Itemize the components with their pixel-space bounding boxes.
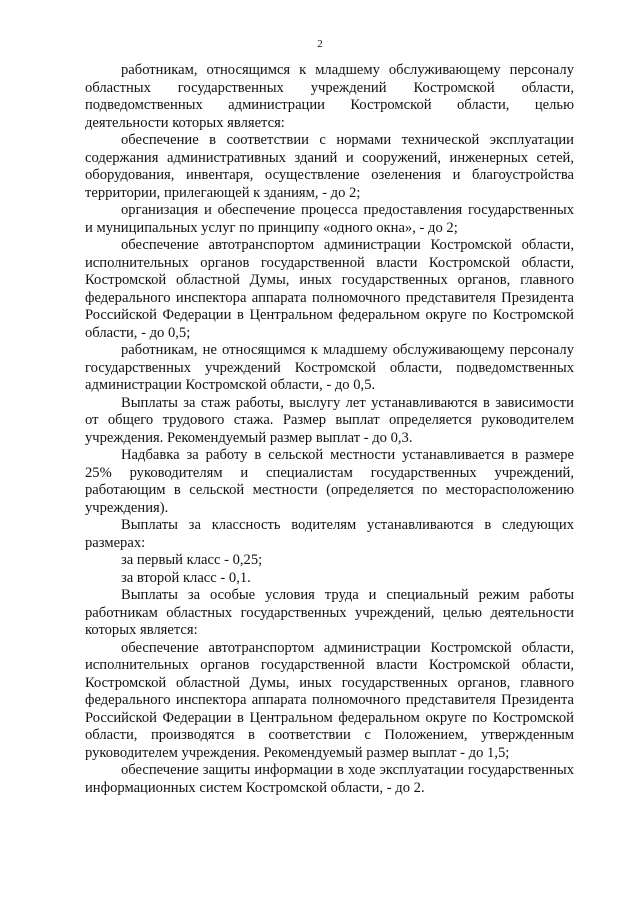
paragraph: обеспечение защиты информации в ходе эксплуатации государственных информационных систем Костромской области, - до 2.: [85, 762, 574, 796]
paragraph: обеспечение автотранспортом администрации Костромской области, исполнительных органов государственной власти Костромской области, Костромской областной Думы, иных государственных органов, главного федерального инспектора аппарата полномочного представителя Президента Российской Федерации в Центральном федеральном округе по Костромской области, - до 0,5;: [85, 237, 574, 341]
document-body: [85, 62, 574, 797]
paragraph: работникам, относящимся к младшему обслуживающему персоналу областных государственных учреждений Костромской области, подведомственных администрации Костромской области, целью деятельности которых является:: [85, 62, 574, 131]
paragraph: работникам, не относящимся к младшему обслуживающему персоналу государственных учреждений Костромской области, подведомственных администрации Костромской области, - до 0,5.: [85, 342, 574, 393]
paragraph: за первый класс - 0,25;: [121, 552, 263, 568]
paragraph: организация и обеспечение процесса предоставления государственных и муниципальных услуг по принципу «одного окна», - до 2;: [85, 202, 574, 236]
paragraph: Выплаты за классность водителям устанавливаются в следующих размерах:: [85, 517, 574, 551]
paragraph: обеспечение автотранспортом администрации Костромской области, исполнительных органов государственной власти Костромской области, Костромской областной Думы, иных государственных органов, главного федерального инспектора аппарата полномочного представителя Президента Российской Федерации в Центральном федеральном округе по Костромской области, производятся в соответствии с Положением, утвержденным руководителем учреждения. Рекомендуемый размер выплат - до 1,5;: [85, 639, 574, 761]
page-number: 2: [317, 38, 323, 50]
paragraph: за второй класс - 0,1.: [121, 569, 251, 586]
paragraph: Выплаты за особые условия труда и специальный режим работы работникам областных государственных учреждений, целью деятельности которых является:: [85, 587, 574, 638]
paragraph: Надбавка за работу в сельской местности устанавливается в размере 25% руководителям и специалистам государственных учреждений, работающим в сельской местности (определяется по месторасположению учреждения).: [85, 447, 574, 516]
paragraph: обеспечение в соответствии с нормами технической эксплуатации содержания административных зданий и сооружений, инженерных сетей, оборудования, инвентаря, осуществление озеленения и благоустройства территории, прилегающей к зданиям, - до 2;: [85, 132, 574, 201]
paragraph: Выплаты за стаж работы, выслугу лет устанавливаются в зависимости от общего трудового стажа. Размер выплат определяется руководителем учреждения. Рекомендуемый размер выплат - до 0,3.: [85, 394, 574, 446]
